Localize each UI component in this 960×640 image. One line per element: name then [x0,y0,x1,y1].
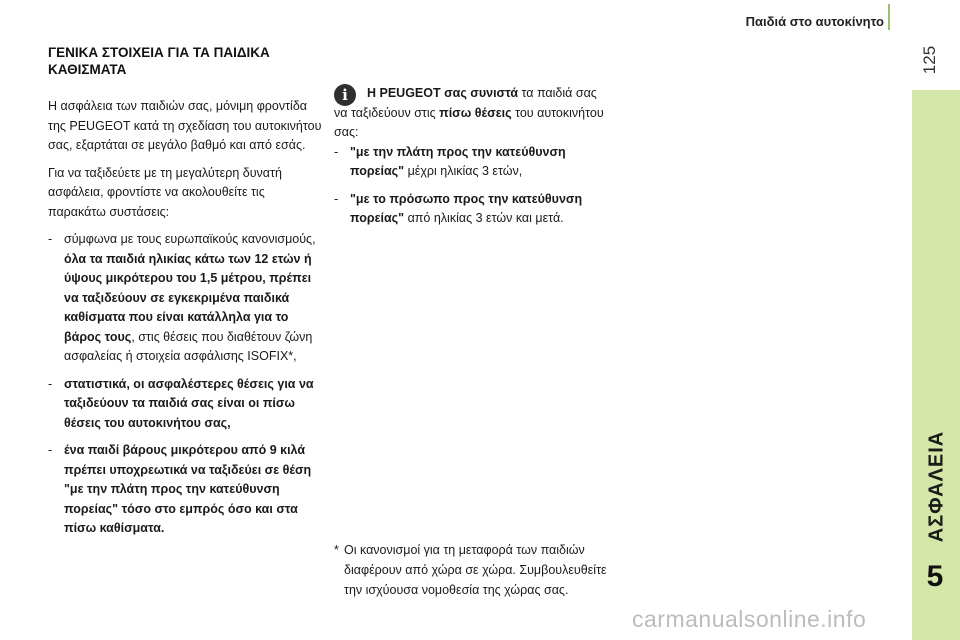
list-item [48,441,324,539]
list-dash: - [48,232,53,246]
info-box [334,84,610,237]
list-item-text: από ηλικίας 3 ετών και μετά. [404,211,564,225]
page-number: 125 [920,45,939,75]
info-lead [334,84,610,143]
page-title: ΓΕΝΙΚΑ ΣΤΟΙΧΕΙΑ ΓΙΑ ΤΑ ΠΑΙΔΙΚΑ ΚΑΘΙΣΜΑΤΑ [48,45,270,77]
list-item-text: σύμφωνα με τους ευρωπαϊκούς κανονισμούς, [64,232,316,246]
list-dash: - [334,144,339,159]
info-lead-bold: Η PEUGEOT σας συνιστά [367,86,519,100]
left-column [48,44,324,547]
list-item [48,230,324,367]
info-lead-text: τα παιδιά σας να ταξιδεύουν στις [334,86,597,120]
intro-paragraph: Η ασφάλεια των παιδιών σας, μόνιμη φροντίδα της PEUGEOT κατά τη σχεδίαση του αυτοκινήτου σας, εξαρτάται σε μεγάλο βαθμό και από εσάς. [48,99,322,152]
info-lead-bold2: πίσω θέσεις [439,105,512,120]
list-dash: - [48,376,53,391]
chapter-number: 5 [926,560,944,593]
list-item-bold: όλα τα παιδιά ηλικίας κάτω των 12 ετών ή ύψους μικρότερου του 1,5 μέτρου, πρέπει να ταξιδεύουν σε εγκεκριμένα παιδικά καθίσματα που είναι κατάλληλα για το βάρος τους [64,251,312,344]
list-item [48,375,324,434]
list-item-bold: "με το πρόσωπο προς την κατεύθυνση πορείας" [350,191,583,225]
list-item-bold: "με την πλάτη προς την κατεύθυνση πορείας" [350,144,566,178]
list-dash: - [48,443,53,457]
footnote-marker: * [334,543,339,557]
footnote [334,540,620,600]
footnote-text: Οι κανονισμοί για τη μεταφορά των παιδιών διαφέρουν από χώρα σε χώρα. Συμβουλευθείτε την ισχύουσα νομοθεσία της χώρας σας. [344,543,607,597]
list-item [334,143,610,182]
list-dash: - [334,191,339,206]
list-item [334,190,610,229]
chapter-label: ΑΣΦΑΛΕΙΑ [925,430,948,543]
list-item-text: , στις θέσεις που διαθέτουν ζώνη ασφαλείας ή στοιχεία ασφάλισης ISOFIX*, [64,329,313,363]
recommendations-intro: Για να ταξιδεύετε με τη μεγαλύτερη δυνατή ασφάλεια, φροντίστε να ακολουθείτε τις παρακάτω συστάσεις: [48,165,282,219]
recommendations-list [48,230,324,539]
info-lead-text2: του αυτοκινήτου σας: [334,105,604,139]
list-item-bold: στατιστικά, οι ασφαλέστερες θέσεις για να ταξιδεύουν τα παιδιά σας είναι οι πίσω θέσεις του αυτοκινήτου σας, [64,376,314,430]
watermark: carmanualsonline.info [632,606,867,632]
list-item-text: μέχρι ηλικίας 3 ετών, [404,164,523,178]
header-divider [888,4,890,30]
info-list [334,143,610,229]
section-title: Παιδιά στο αυτοκίνητο [745,14,884,29]
info-icon: i [334,84,356,106]
list-item-bold: ένα παιδί βάρους μικρότερου από 9 κιλά πρέπει υποχρεωτικά να ταξιδεύει σε θέση "με την πλάτη προς την κατεύθυνση πορείας" τόσο στο εμπρός όσο και στα πίσω καθίσματα. [64,443,312,535]
